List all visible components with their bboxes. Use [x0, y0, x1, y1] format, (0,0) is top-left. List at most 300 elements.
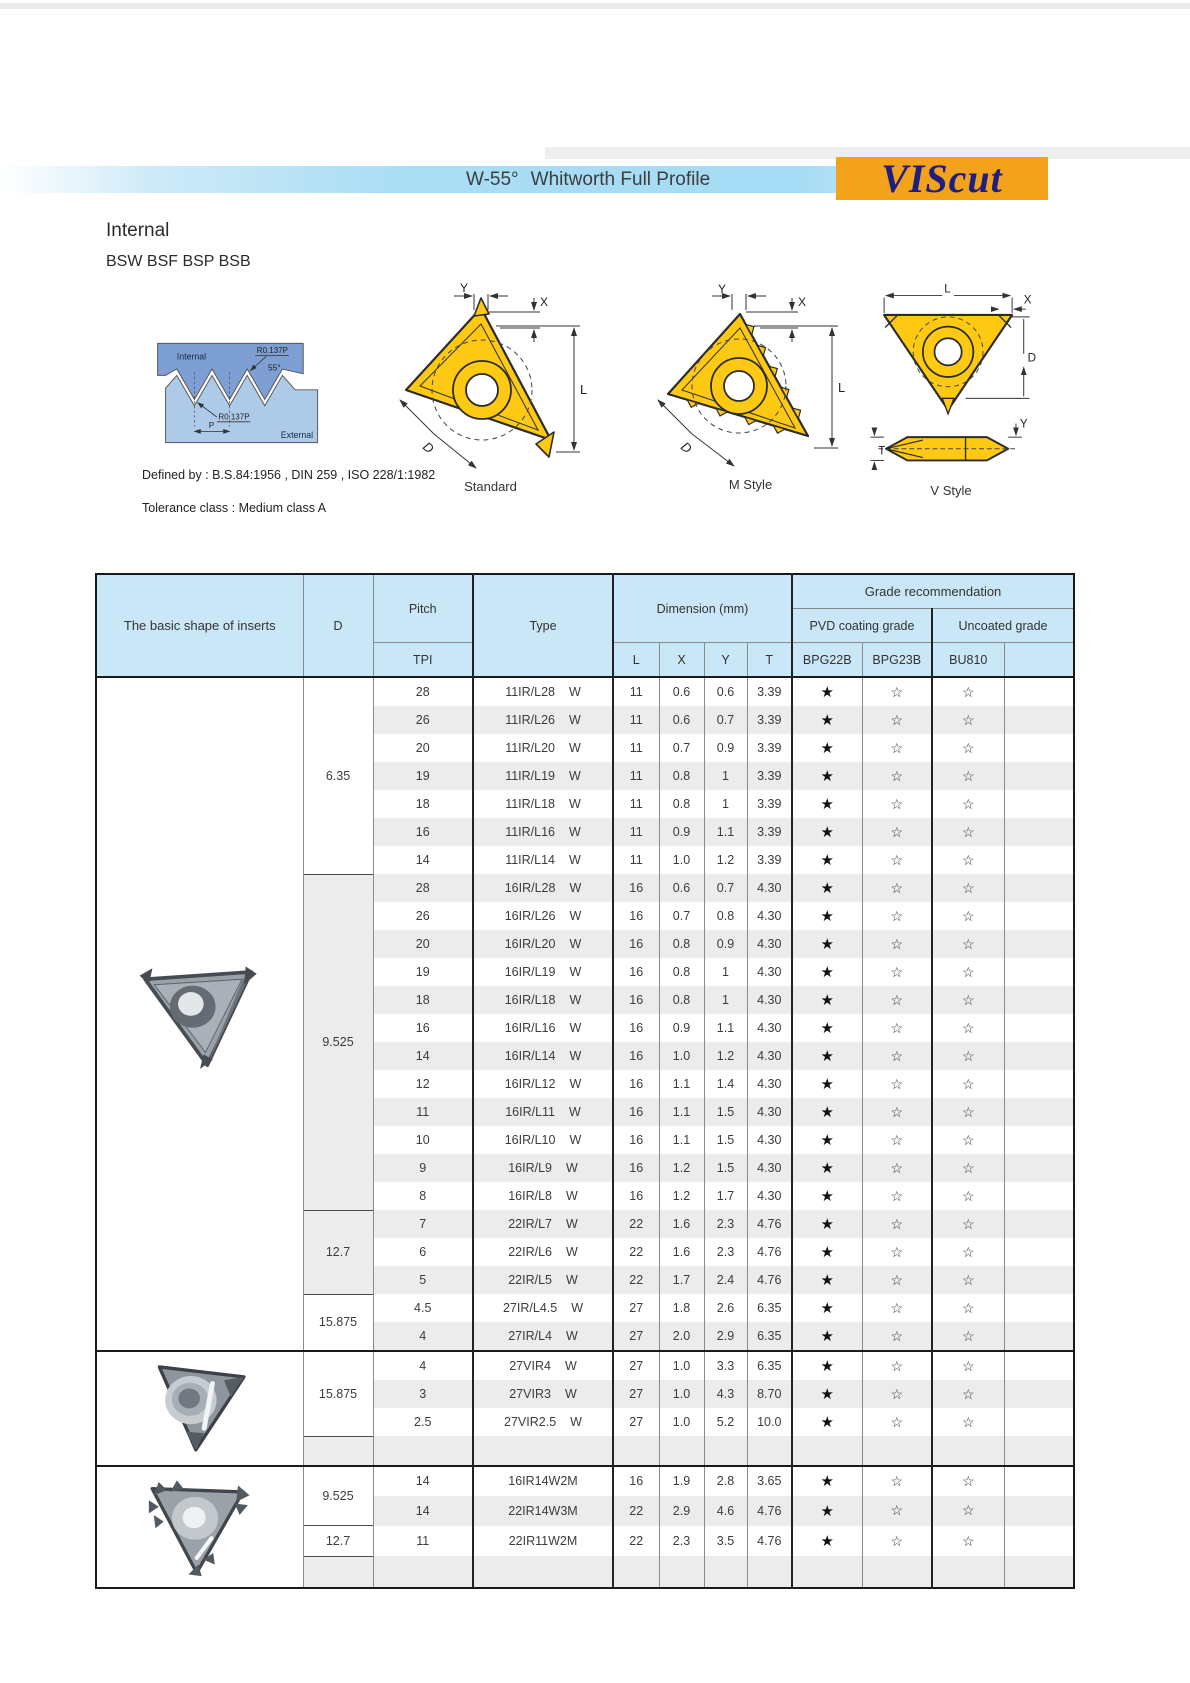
d-cell: [303, 1436, 373, 1466]
tpi-cell: 5: [373, 1266, 473, 1294]
d-cell: 15.875: [303, 1351, 373, 1436]
dim-cell: 6.35: [747, 1294, 792, 1322]
grade-star-hollow-cell: ☆: [862, 1238, 932, 1266]
tpi-cell: 10: [373, 1126, 473, 1154]
thread-profile-diagram: [148, 334, 348, 457]
grade-star-hollow-cell: ☆: [932, 1014, 1004, 1042]
type-cell: [473, 1070, 613, 1098]
type-label: 11IR/L16: [505, 825, 555, 839]
type-label: 22IR11W2M: [508, 1534, 578, 1548]
dim-cell: 4.6: [704, 1496, 747, 1526]
type-label: 22IR/L7: [508, 1217, 552, 1231]
dim-cell: [613, 1556, 659, 1587]
grade-empty-cell: [1004, 1098, 1074, 1126]
grade-star-filled-cell: ★: [792, 1042, 862, 1070]
tpi-cell: 4.5: [373, 1294, 473, 1322]
grade-star-filled-cell: ★: [792, 1070, 862, 1098]
dim-cell: 0.9: [704, 734, 747, 762]
dim-cell: 4.30: [747, 930, 792, 958]
col-header-d: D: [303, 574, 373, 677]
dim-cell: 11: [613, 846, 659, 874]
grade-star-hollow-cell: ☆: [932, 1466, 1004, 1497]
type-cell: [473, 1556, 613, 1587]
dim-cell: 16: [613, 986, 659, 1014]
dim-cell: 3.39: [747, 706, 792, 734]
dim-cell: 1.7: [704, 1182, 747, 1210]
grade-empty-cell: [1004, 986, 1074, 1014]
tpi-cell: 9: [373, 1154, 473, 1182]
dim-cell: 0.6: [659, 677, 704, 706]
tpi-cell: 6: [373, 1238, 473, 1266]
grade-star-hollow-cell: ☆: [932, 930, 1004, 958]
type-cell: [473, 734, 613, 762]
radius-bottom-label: R0.137P: [218, 412, 250, 422]
grade-empty-cell: [1004, 930, 1074, 958]
grade-star-hollow-cell: ☆: [862, 790, 932, 818]
tpi-cell: 20: [373, 734, 473, 762]
dim-cell: 1.9: [659, 1466, 704, 1497]
dim-cell: 0.8: [659, 958, 704, 986]
col-header-y: Y: [704, 643, 747, 678]
type-suffix: W: [569, 1021, 582, 1035]
dim-cell: 27: [613, 1322, 659, 1351]
page-title-main: Whitworth Full Profile: [530, 169, 711, 190]
grade-star-filled-cell: ★: [792, 677, 862, 706]
grade-star-hollow-cell: ☆: [932, 986, 1004, 1014]
dim-cell: 4.76: [747, 1238, 792, 1266]
col-header-bpg22b: BPG22B: [792, 643, 862, 678]
angle-label: 55°: [268, 362, 281, 373]
grade-empty-cell: [1004, 762, 1074, 790]
grade-empty-cell: [1004, 1496, 1074, 1526]
dim-cell: 16: [613, 1042, 659, 1070]
dim-cell: 1.2: [704, 846, 747, 874]
grade-star-hollow-cell: ☆: [932, 1351, 1004, 1380]
dim-cell: 16: [613, 1466, 659, 1497]
grade-empty-cell: [1004, 1466, 1074, 1497]
type-cell: [473, 1496, 613, 1526]
dim-cell: 11: [613, 706, 659, 734]
grade-empty-cell: [1004, 706, 1074, 734]
type-suffix: W: [569, 853, 581, 867]
grade-star-filled-cell: ★: [792, 1014, 862, 1042]
grade-star-hollow-cell: ☆: [932, 1496, 1004, 1526]
grade-star-filled-cell: ★: [792, 1182, 862, 1210]
grade-star-hollow-cell: ☆: [932, 677, 1004, 706]
type-suffix: W: [564, 1387, 577, 1401]
dim-cell: 27: [613, 1294, 659, 1322]
type-label: 27VIR3: [509, 1387, 551, 1401]
grade-star-hollow-cell: ☆: [932, 1294, 1004, 1322]
grade-star-hollow-cell: ☆: [932, 1322, 1004, 1351]
grade-empty-cell: [1004, 1182, 1074, 1210]
col-header-l: L: [613, 643, 659, 678]
type-cell: [473, 1098, 613, 1126]
grade-star-hollow-cell: ☆: [932, 790, 1004, 818]
type-label: 27VIR2.5: [504, 1415, 557, 1429]
type-label: 11IR/L26: [505, 713, 555, 727]
grade-star-hollow-cell: ☆: [862, 1526, 932, 1557]
type-cell: [473, 1014, 613, 1042]
type-cell: [473, 677, 613, 706]
dim-cell: 4.30: [747, 1070, 792, 1098]
type-cell: [473, 902, 613, 930]
dim-cell: 16: [613, 1126, 659, 1154]
col-header-tpi: TPI: [373, 643, 473, 678]
dim-cell: 16: [613, 1182, 659, 1210]
dim-cell: 4.30: [747, 902, 792, 930]
header-row-1: [96, 574, 1074, 609]
section-label: Internal: [106, 220, 170, 241]
type-label: 16IR/L8: [508, 1189, 552, 1203]
dim-cell: 10.0: [747, 1408, 792, 1436]
dim-cell: 3.39: [747, 846, 792, 874]
grade-star-hollow-cell: ☆: [932, 1126, 1004, 1154]
dim-cell: 4.30: [747, 958, 792, 986]
tpi-cell: 8: [373, 1182, 473, 1210]
scan-artifact: [0, 3, 1190, 9]
dim-cell: 27: [613, 1408, 659, 1436]
type-suffix: W: [565, 1217, 578, 1231]
type-label: 16IR14W2M: [508, 1474, 578, 1489]
grade-star-hollow-cell: ☆: [932, 1154, 1004, 1182]
type-label: 16IR/L18: [504, 993, 556, 1007]
grade-star-hollow-cell: ☆: [862, 1014, 932, 1042]
grade-star-hollow-cell: ☆: [932, 958, 1004, 986]
type-cell: [473, 1210, 613, 1238]
dim-cell: 2.6: [704, 1294, 747, 1322]
dim-l-label: L: [580, 382, 588, 397]
grade-empty-cell: [1004, 818, 1074, 846]
dim-cell: 3.39: [747, 818, 792, 846]
dim-cell: 22: [613, 1526, 659, 1557]
grade-star-hollow-cell: ☆: [862, 677, 932, 706]
dim-cell: 8.70: [747, 1380, 792, 1408]
dim-cell: 1.0: [659, 846, 704, 874]
dim-cell: 2.3: [659, 1526, 704, 1557]
dim-cell: 16: [613, 1070, 659, 1098]
pitch-label: P: [208, 420, 215, 431]
tpi-cell: [373, 1436, 473, 1466]
dim-cell: 2.8: [704, 1466, 747, 1497]
d-cell: 6.35: [303, 677, 373, 874]
type-label: 16IR/L16: [504, 1021, 556, 1035]
dim-cell: 4.30: [747, 1154, 792, 1182]
grade-star-hollow-cell: ☆: [862, 958, 932, 986]
dim-cell: 1: [704, 762, 747, 790]
col-header-bpg23b: BPG23B: [862, 643, 932, 678]
external-label: External: [280, 429, 314, 440]
grade-empty-cell: [1004, 1556, 1074, 1587]
grade-star-filled-cell: ★: [792, 734, 862, 762]
type-cell: [473, 1408, 613, 1436]
v-style-caption: V Style: [930, 483, 972, 498]
dim-cell: [659, 1436, 704, 1466]
grade-star-hollow-cell: ☆: [862, 874, 932, 902]
col-header-dimension: Dimension (mm): [613, 574, 792, 643]
type-suffix: W: [569, 965, 582, 979]
type-cell: [473, 1154, 613, 1182]
type-suffix: W: [564, 1359, 577, 1373]
type-cell: [473, 1042, 613, 1070]
grade-star-hollow-cell: ☆: [862, 1408, 932, 1436]
grade-star-hollow-cell: ☆: [862, 1294, 932, 1322]
d-cell: 12.7: [303, 1210, 373, 1294]
tpi-cell: 14: [373, 846, 473, 874]
dim-cell: 16: [613, 902, 659, 930]
dim-cell: 4.3: [704, 1380, 747, 1408]
dim-x-label: X: [1023, 293, 1032, 307]
col-header-blank: [1004, 643, 1074, 678]
type-label: 27IR/L4.5: [502, 1301, 558, 1315]
dim-cell: 22: [613, 1238, 659, 1266]
dim-d-label: D: [678, 438, 695, 457]
type-label: 22IR/L5: [508, 1273, 552, 1287]
dim-t-label: T: [878, 444, 886, 458]
dim-cell: 0.8: [659, 986, 704, 1014]
dim-cell: 0.8: [659, 762, 704, 790]
type-cell: [473, 1266, 613, 1294]
dim-cell: 16: [613, 958, 659, 986]
grade-empty-cell: [932, 1556, 1004, 1587]
type-label: 11IR/L14: [505, 853, 555, 867]
tpi-cell: 11: [373, 1098, 473, 1126]
grade-empty-cell: [1004, 1294, 1074, 1322]
type-suffix: W: [569, 685, 581, 699]
type-cell: [473, 1182, 613, 1210]
type-cell: [473, 1526, 613, 1557]
v-style-insert-diagram: [862, 282, 1040, 498]
dim-cell: 1.6: [659, 1238, 704, 1266]
type-suffix: W: [569, 713, 581, 727]
dim-cell: [659, 1556, 704, 1587]
tpi-cell: 3: [373, 1380, 473, 1408]
type-suffix: W: [569, 825, 581, 839]
type-label: 11IR/L18: [505, 797, 555, 811]
d-cell: 12.7: [303, 1526, 373, 1557]
v-style-insert-photo: [137, 1352, 263, 1464]
dim-cell: 3.39: [747, 762, 792, 790]
page-title-angle: W-55°: [466, 169, 519, 190]
grade-empty-cell: [1004, 1154, 1074, 1182]
grade-star-hollow-cell: ☆: [862, 846, 932, 874]
grade-empty-cell: [1004, 1014, 1074, 1042]
dim-cell: 1.5: [704, 1098, 747, 1126]
standard-insert-diagram: [388, 282, 593, 494]
dim-cell: 11: [613, 734, 659, 762]
tpi-cell: 18: [373, 986, 473, 1014]
dim-cell: [704, 1436, 747, 1466]
dim-cell: 4.76: [747, 1496, 792, 1526]
dim-cell: 27: [613, 1351, 659, 1380]
grade-star-hollow-cell: ☆: [932, 1098, 1004, 1126]
tpi-cell: 14: [373, 1466, 473, 1497]
dim-cell: 3.39: [747, 677, 792, 706]
type-cell: [473, 930, 613, 958]
dim-cell: 2.3: [704, 1238, 747, 1266]
grade-star-hollow-cell: ☆: [862, 1126, 932, 1154]
m-style-insert-diagram: [648, 284, 853, 492]
type-label: 16IR/L11: [505, 1105, 555, 1119]
grade-star-filled-cell: ★: [792, 1380, 862, 1408]
dim-cell: [704, 1556, 747, 1587]
grade-empty-cell: [1004, 1322, 1074, 1351]
type-suffix: W: [569, 1049, 582, 1063]
shape-cell: [96, 677, 303, 1351]
grade-star-filled-cell: ★: [792, 1294, 862, 1322]
dim-cell: 22: [613, 1496, 659, 1526]
grade-star-filled-cell: ★: [792, 762, 862, 790]
dim-cell: 1.2: [659, 1154, 704, 1182]
dim-cell: 1.6: [659, 1210, 704, 1238]
grade-star-filled-cell: ★: [792, 958, 862, 986]
type-label: 22IR/L6: [508, 1245, 552, 1259]
shape-cell: [96, 1351, 303, 1466]
grade-star-hollow-cell: ☆: [862, 1266, 932, 1294]
grade-star-hollow-cell: ☆: [862, 930, 932, 958]
type-suffix: W: [569, 1077, 582, 1091]
dim-cell: 3.5: [704, 1526, 747, 1557]
grade-empty-cell: [862, 1436, 932, 1466]
dim-cell: 0.6: [659, 874, 704, 902]
type-cell: [473, 986, 613, 1014]
d-cell: 9.525: [303, 874, 373, 1210]
tpi-cell: 4: [373, 1322, 473, 1351]
grade-star-filled-cell: ★: [792, 1466, 862, 1497]
type-cell: [473, 790, 613, 818]
type-cell: [473, 1294, 613, 1322]
dim-cell: 5.2: [704, 1408, 747, 1436]
type-label: 16IR/L10: [504, 1133, 556, 1147]
grade-star-filled-cell: ★: [792, 1322, 862, 1351]
dim-cell: 4.30: [747, 1126, 792, 1154]
d-cell: 9.525: [303, 1466, 373, 1526]
grade-star-hollow-cell: ☆: [862, 1496, 932, 1526]
col-header-uncoated: Uncoated grade: [932, 609, 1074, 643]
radius-top-label: R0.137P: [256, 346, 288, 355]
grade-empty-cell: [1004, 1238, 1074, 1266]
dim-cell: 1.1: [659, 1098, 704, 1126]
dim-cell: 1: [704, 958, 747, 986]
dim-cell: 1.1: [704, 1014, 747, 1042]
dim-cell: 4.76: [747, 1266, 792, 1294]
dim-cell: 3.65: [747, 1466, 792, 1497]
dim-cell: 0.7: [704, 706, 747, 734]
dim-cell: 16: [613, 1154, 659, 1182]
dim-cell: [747, 1436, 792, 1466]
grade-star-filled-cell: ★: [792, 874, 862, 902]
tpi-cell: 26: [373, 706, 473, 734]
grade-star-hollow-cell: ☆: [932, 1380, 1004, 1408]
dim-cell: 11: [613, 677, 659, 706]
dim-cell: 1.7: [659, 1266, 704, 1294]
tpi-cell: 19: [373, 762, 473, 790]
type-suffix: W: [569, 993, 582, 1007]
insert-table-body: [96, 677, 1074, 1588]
grade-star-filled-cell: ★: [792, 706, 862, 734]
grade-star-hollow-cell: ☆: [862, 706, 932, 734]
dim-x-label: X: [540, 295, 549, 309]
type-cell: [473, 706, 613, 734]
type-cell: [473, 762, 613, 790]
col-header-x: X: [659, 643, 704, 678]
dim-cell: 4.30: [747, 1098, 792, 1126]
dim-cell: 6.35: [747, 1322, 792, 1351]
dim-cell: 1.5: [704, 1154, 747, 1182]
dim-cell: 0.7: [704, 874, 747, 902]
tpi-cell: 11: [373, 1526, 473, 1557]
dim-cell: 0.8: [659, 930, 704, 958]
type-cell: [473, 1380, 613, 1408]
dim-cell: 1.2: [704, 1042, 747, 1070]
dim-cell: 11: [613, 790, 659, 818]
dim-cell: 2.4: [704, 1266, 747, 1294]
grade-star-hollow-cell: ☆: [862, 1154, 932, 1182]
dim-cell: 2.9: [704, 1322, 747, 1351]
col-header-pvd: PVD coating grade: [792, 609, 932, 643]
type-label: 11IR/L28: [505, 685, 555, 699]
tpi-cell: 2.5: [373, 1408, 473, 1436]
shape-cell: [96, 1466, 303, 1588]
dim-cell: [613, 1436, 659, 1466]
grade-star-filled-cell: ★: [792, 1496, 862, 1526]
dim-cell: 11: [613, 762, 659, 790]
tpi-cell: 28: [373, 874, 473, 902]
dim-cell: 1.1: [704, 818, 747, 846]
grade-star-hollow-cell: ☆: [932, 818, 1004, 846]
dim-y-label: Y: [460, 282, 469, 295]
col-header-type: Type: [473, 574, 613, 677]
tpi-cell: 20: [373, 930, 473, 958]
grade-star-filled-cell: ★: [792, 930, 862, 958]
tpi-cell: 14: [373, 1042, 473, 1070]
type-label: 11IR/L19: [505, 769, 555, 783]
d-cell: [303, 1556, 373, 1587]
grade-star-hollow-cell: ☆: [862, 762, 932, 790]
tpi-cell: 16: [373, 818, 473, 846]
grade-star-filled-cell: ★: [792, 790, 862, 818]
dim-cell: 4.76: [747, 1210, 792, 1238]
dim-cell: 0.8: [659, 790, 704, 818]
dim-d-label: D: [420, 438, 437, 457]
dim-cell: 1.5: [704, 1126, 747, 1154]
dim-cell: 0.9: [659, 818, 704, 846]
grade-star-hollow-cell: ☆: [862, 818, 932, 846]
grade-star-hollow-cell: ☆: [932, 1408, 1004, 1436]
dim-cell: 4.30: [747, 986, 792, 1014]
type-suffix: W: [565, 1273, 578, 1287]
grade-empty-cell: [1004, 1408, 1074, 1436]
grade-star-filled-cell: ★: [792, 1210, 862, 1238]
dim-cell: 2.3: [704, 1210, 747, 1238]
grade-empty-cell: [862, 1556, 932, 1587]
grade-star-hollow-cell: ☆: [862, 1042, 932, 1070]
grade-empty-cell: [792, 1556, 862, 1587]
dim-cell: 0.9: [704, 930, 747, 958]
grade-empty-cell: [1004, 874, 1074, 902]
type-label: 16IR/L14: [504, 1049, 556, 1063]
grade-star-hollow-cell: ☆: [862, 902, 932, 930]
type-cell: [473, 1126, 613, 1154]
type-cell: [473, 874, 613, 902]
grade-star-filled-cell: ★: [792, 1526, 862, 1557]
type-cell: [473, 1351, 613, 1380]
tpi-cell: 19: [373, 958, 473, 986]
dim-cell: 11: [613, 818, 659, 846]
dim-d-label: D: [1027, 351, 1037, 365]
tpi-cell: 7: [373, 1210, 473, 1238]
grade-star-hollow-cell: ☆: [862, 1210, 932, 1238]
